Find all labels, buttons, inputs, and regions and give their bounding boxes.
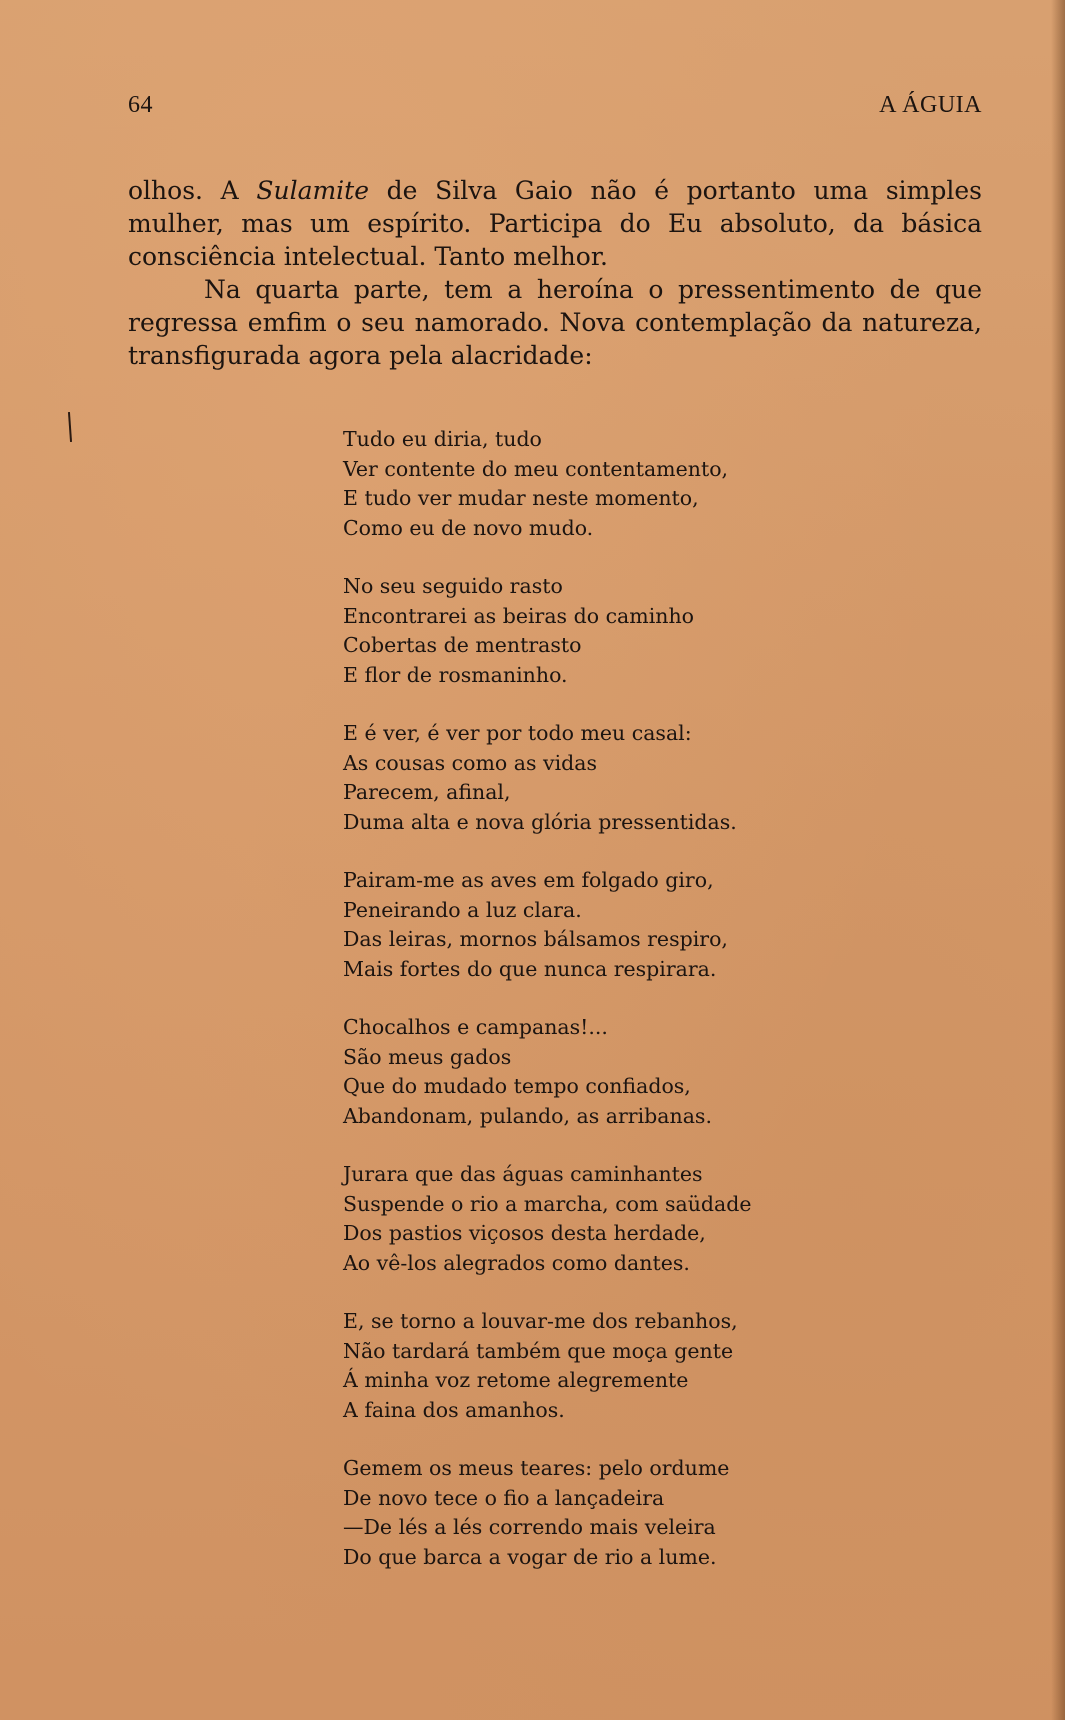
paragraph	[128, 174, 982, 273]
poem-line: Ver contente do meu contentamento,	[343, 456, 729, 481]
poem-line: Pairam-me as aves em folgado giro,	[343, 868, 714, 892]
poem-line: Cobertas de mentrasto	[343, 633, 582, 657]
page-number: 64	[128, 92, 153, 118]
poem-line: Chocalhos e campanas!...	[343, 1015, 608, 1039]
poem-line: Como eu de novo mudo.	[343, 515, 594, 540]
poem-line: Duma alta e nova glória pressentidas.	[343, 809, 737, 834]
poem-line: Do que barca a vogar de rio a lume.	[343, 1544, 717, 1569]
poem-stanza	[343, 1307, 963, 1425]
poem-line: Suspende o rio a marcha, com saüdade	[343, 1191, 752, 1216]
poem-line: A faina dos amanhos.	[343, 1397, 565, 1422]
body-text	[128, 174, 982, 372]
poem-line: São meus gados	[343, 1044, 512, 1069]
poem-line: Parecem, afinal,	[343, 780, 511, 804]
poem-line: No seu seguido rasto	[343, 574, 563, 598]
poem-line: Ao vê-los alegrados como dantes.	[343, 1250, 690, 1275]
running-head	[128, 92, 982, 120]
poem-stanza	[343, 1013, 963, 1131]
page-edge-shadow	[1051, 0, 1065, 1720]
poem-stanza	[343, 1454, 963, 1572]
poem-line: E, se torno a louvar-me dos rebanhos,	[343, 1309, 738, 1333]
poem-line: —De lés a lés correndo mais veleira	[343, 1515, 716, 1539]
poem-stanza	[343, 425, 963, 543]
work-title: Sulamite	[256, 176, 370, 205]
poem-line: Não tardará também que moça gente	[343, 1338, 734, 1363]
poem-line: Tudo eu diria, tudo	[343, 427, 542, 451]
poem-stanza	[343, 866, 963, 984]
poem-line: Á minha voz retome alegremente	[343, 1368, 689, 1392]
poem-line: Dos pastios viçosos desta herdade,	[343, 1221, 706, 1245]
poem-line: Peneirando a luz clara.	[343, 897, 582, 922]
poem-line: De novo tece o fio a lançadeira	[343, 1485, 665, 1510]
poem-line: Mais fortes do que nunca respirara.	[343, 956, 717, 981]
margin-pencil-mark	[68, 412, 72, 442]
poem-stanza	[343, 719, 963, 837]
poem-line: Abandonam, pulando, as arribanas.	[343, 1103, 712, 1128]
poem-line: Gemem os meus teares: pelo ordume	[343, 1456, 730, 1480]
poem-line: Encontrarei as beiras do caminho	[343, 603, 695, 628]
poem-line: E flor de rosmaninho.	[343, 662, 568, 687]
paragraph: Na quarta parte, tem a heroína o pressentimento de que regressa emfim o seu namorado. Nova contemplação da natureza, transfigurada agora pela alacridade:	[128, 275, 982, 370]
poem-line: E é ver, é ver por todo meu casal:	[343, 721, 692, 745]
paragraph-text: olhos. A	[128, 176, 257, 205]
poem-line: Das leiras, mornos bálsamos respiro,	[343, 927, 728, 951]
journal-title: A ÁGUIA	[879, 92, 982, 118]
poem-line: Jurara que das águas caminhantes	[343, 1162, 703, 1186]
poem	[343, 425, 963, 1601]
paragraph-text: de Silva Gaio não é portanto uma simples mulher, mas um espírito. Participa do Eu absoluto, da básica consciência intelectual. Tanto melhor.	[128, 176, 982, 271]
poem-line: E tudo ver mudar neste momento,	[343, 486, 699, 510]
poem-stanza	[343, 1160, 963, 1278]
poem-line: Que do mudado tempo confiados,	[343, 1074, 691, 1098]
poem-line: As cousas como as vidas	[343, 750, 598, 775]
poem-stanza	[343, 572, 963, 690]
